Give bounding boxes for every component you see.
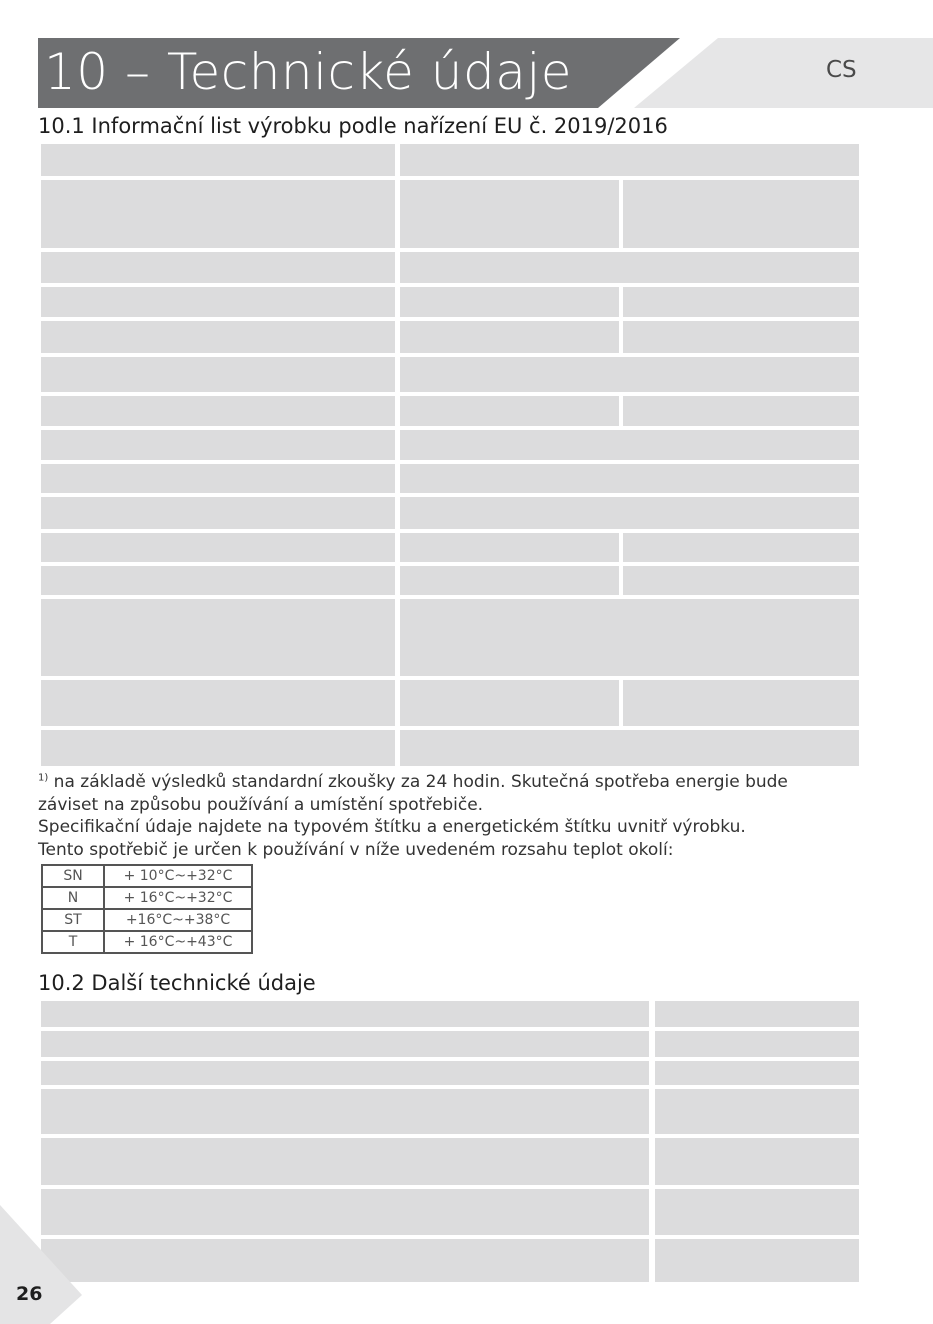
table-cell — [400, 287, 619, 317]
climate-class: ST — [42, 909, 104, 931]
table-cell — [655, 1138, 859, 1185]
table-cell — [41, 1061, 649, 1085]
table-row — [42, 865, 252, 887]
language-tab — [634, 38, 933, 108]
temperature-range: + 10°C~+32°C — [104, 865, 252, 887]
language-code: CS — [826, 57, 857, 83]
table-cell — [400, 180, 619, 248]
page-title: 10 – Technické údaje — [44, 43, 573, 101]
table-cell — [41, 1239, 649, 1282]
table-cell — [41, 533, 395, 562]
table-cell — [41, 497, 395, 529]
table-row — [42, 909, 252, 931]
footnote-text: na základě výsledků standardní zkoušky za 24 hodin. Skutečná spotřeba energie bude — [53, 772, 788, 792]
table-cell — [400, 252, 859, 283]
table-cell — [41, 599, 395, 676]
table-cell — [655, 1031, 859, 1057]
climate-class-table — [41, 864, 253, 954]
table-row — [42, 931, 252, 953]
table-cell — [41, 730, 395, 766]
table-cell — [41, 566, 395, 595]
table-cell — [623, 533, 859, 562]
table-cell — [41, 430, 395, 460]
table-cell — [400, 566, 619, 595]
table-cell — [41, 464, 395, 493]
table-cell — [41, 1089, 649, 1134]
table-cell — [623, 321, 859, 353]
table-cell — [400, 730, 859, 766]
table-cell — [655, 1239, 859, 1282]
table-cell — [400, 533, 619, 562]
table-cell — [400, 497, 859, 529]
footnote-line-1 — [38, 771, 898, 794]
table-cell — [623, 180, 859, 248]
table-cell — [655, 1001, 859, 1027]
spec-info-line: Specifikační údaje najdete na typovém štítku a energetickém štítku uvnitř výrobku. — [38, 817, 746, 837]
page-number: 26 — [16, 1283, 43, 1305]
table-cell — [41, 1138, 649, 1185]
notes-paragraph — [38, 771, 898, 861]
table-cell — [41, 287, 395, 317]
page-corner-shape — [0, 1205, 90, 1324]
temperature-range: + 16°C~+43°C — [104, 931, 252, 953]
table-cell — [41, 396, 395, 426]
ambient-range-intro: Tento spotřebič je určen k používání v níže uvedeném rozsahu teplot okolí: — [38, 839, 674, 860]
footnote-marker: 1) — [38, 772, 49, 784]
table-cell — [400, 321, 619, 353]
table-cell — [655, 1089, 859, 1134]
table-cell — [41, 1189, 649, 1235]
table-cell — [623, 566, 859, 595]
table-cell — [41, 321, 395, 353]
section-heading-other-specs: 10.2 Další technické údaje — [38, 971, 316, 995]
section-heading-product-info: 10.1 Informační list výrobku podle nařízení EU č. 2019/2016 — [38, 114, 668, 138]
climate-class: T — [42, 931, 104, 953]
table-cell — [623, 287, 859, 317]
table-cell — [400, 680, 619, 726]
climate-class: N — [42, 887, 104, 909]
table-cell — [400, 144, 859, 176]
table-cell — [41, 180, 395, 248]
climate-class: SN — [42, 865, 104, 887]
temperature-range: +16°C~+38°C — [104, 909, 252, 931]
table-cell — [655, 1189, 859, 1235]
table-cell — [41, 252, 395, 283]
table-cell — [41, 144, 395, 176]
table-cell — [400, 599, 859, 676]
table-cell — [655, 1061, 859, 1085]
footnote-line-2: záviset na způsobu používání a umístění spotřebiče. — [38, 794, 484, 815]
temperature-range: + 16°C~+32°C — [104, 887, 252, 909]
table-cell — [400, 464, 859, 493]
table-cell — [400, 396, 619, 426]
table-row — [42, 887, 252, 909]
table-cell — [41, 1001, 649, 1027]
table-cell — [623, 680, 859, 726]
table-cell — [41, 357, 395, 392]
table-cell — [400, 357, 859, 392]
table-cell — [41, 680, 395, 726]
table-cell — [623, 396, 859, 426]
table-cell — [41, 1031, 649, 1057]
table-cell — [400, 430, 859, 460]
